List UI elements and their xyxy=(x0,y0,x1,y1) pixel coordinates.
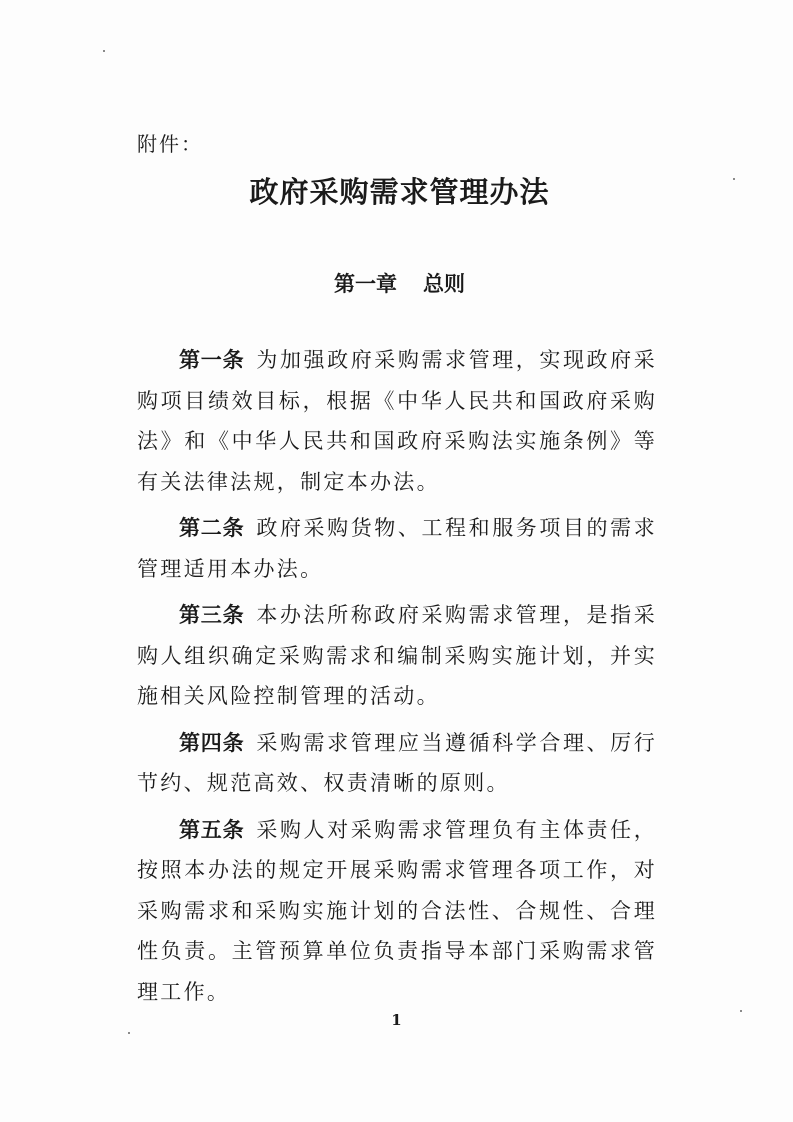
article-4 xyxy=(137,723,657,804)
scan-speck xyxy=(128,1032,130,1034)
article-5 xyxy=(137,810,657,1013)
page-number: 1 xyxy=(391,1011,402,1029)
chapter-number: 第一章 xyxy=(334,271,397,296)
article-label: 第三条 xyxy=(179,602,245,627)
article-label: 第四条 xyxy=(179,729,245,755)
article-label: 第一条 xyxy=(179,347,245,372)
article-text: 采购需求管理应当遵循科学合理、厉行节约、规范高效、权责清晰的原则。 xyxy=(137,730,657,795)
article-label: 第二条 xyxy=(179,515,245,540)
attachment-label: 附件： xyxy=(137,132,203,156)
document-body xyxy=(137,340,657,1018)
article-1 xyxy=(137,340,657,502)
scan-speck xyxy=(103,50,105,52)
document-title: 政府采购需求管理办法 xyxy=(249,175,550,209)
article-2 xyxy=(137,508,657,589)
chapter-heading xyxy=(0,268,793,298)
chapter-name: 总则 xyxy=(423,271,465,296)
article-text: 为加强政府采购需求管理，实现政府采购项目绩效目标，根据《中华人民共和国政府采购法》和《中华人民共和国政府采购法实施条例》等有关法律法规，制定本办法。 xyxy=(137,348,657,494)
article-text: 采购人对采购需求管理负有主体责任，按照本办法的规定开展采购需求管理各项工作，对采购需求和采购实施计划的合法性、合规性、合理性负责。主管预算单位负责指导本部门采购需求管理工作。 xyxy=(137,817,657,1004)
article-3 xyxy=(137,595,657,717)
article-text: 政府采购货物、工程和服务项目的需求管理适用本办法。 xyxy=(137,516,657,581)
article-text: 本办法所称政府采购需求管理，是指采购人组织确定采购需求和编制采购实施计划，并实施相关风险控制管理的活动。 xyxy=(137,603,657,708)
article-label: 第五条 xyxy=(179,816,245,842)
